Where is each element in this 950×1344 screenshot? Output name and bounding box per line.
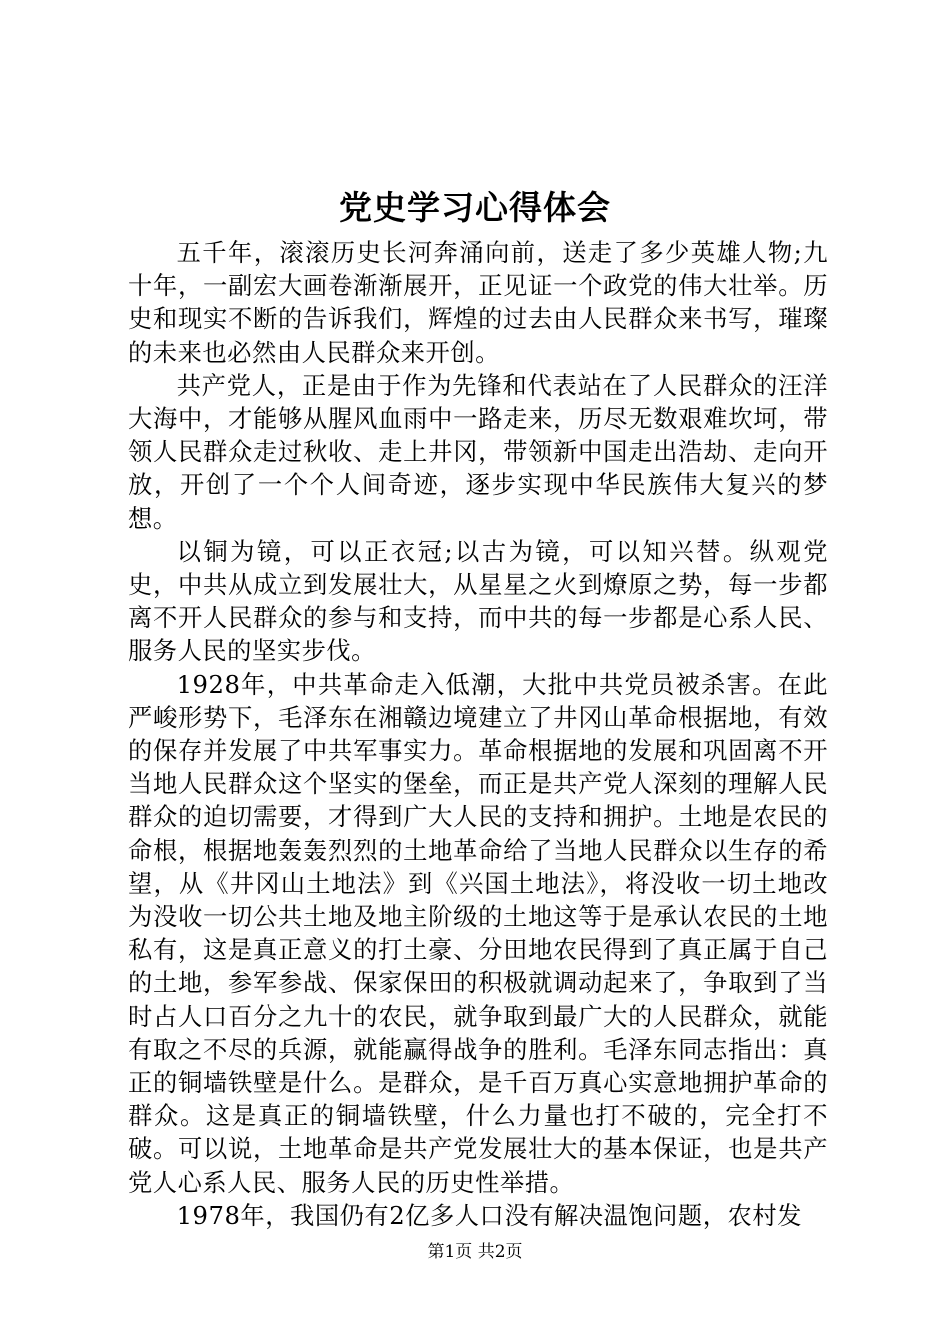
paragraph: 以铜为镜，可以正衣冠;以古为镜，可以知兴替。纵观党史，中共从成立到发展壮大，从星星之火到燎原之势，每一步都离不开人民群众的参与和支持，而中共的每一步都是心系人民、服务人民的坚实步伐。 bbox=[128, 536, 828, 666]
paragraph: 五千年，滚滚历史长河奔涌向前，送走了多少英雄人物;九十年，一副宏大画卷渐渐展开，正见证一个政党的伟大壮举。历史和现实不断的告诉我们，辉煌的过去由人民群众来书写，璀璨的未来也必然由人民群众来开创。 bbox=[128, 238, 828, 367]
paragraph: 共产党人，正是由于作为先锋和代表站在了人民群众的汪洋大海中，才能够从腥风血雨中一路走来，历尽无数艰难坎坷，带领人民群众走过秋收、走上井冈，带领新中国走出浩劫、走向开放，开创了一个个人间奇迹，逐步实现中华民族伟大复兴的梦想。 bbox=[128, 370, 828, 533]
paragraph: 1978年，我国仍有2亿多人口没有解决温饱问题，农村发 bbox=[176, 1200, 802, 1230]
paragraph: 1928年，中共革命走入低潮，大批中共党员被杀害。在此严峻形势下，毛泽东在湘赣边境建立了井冈山革命根据地，有效的保存并发展了中共军事实力。革命根据地的发展和巩固离不开当地人民群众这个坚实的堡垒，而正是共产党人深刻的理解人民群众的迫切需要，才得到广大人民的支持和拥护。土地是农民的命根，根据地轰轰烈烈的土地革命给了当地人民群众以生存的希望，从《井冈山土地法》到《兴国土地法》，将没收一切土地改为没收一切公共土地及地主阶级的土地这等于是承认农民的土地私有，这是真正意义的打土豪、分田地农民得到了真正属于自己的土地，参军参战、保家保田的积极就调动起来了，争取到了当时占人口百分之九十的农民，就争取到最广大的人民群众，就能有取之不尽的兵源，就能赢得战争的胜利。毛泽东同志指出：真正的铜墙铁壁是什么。是群众，是千百万真心实意地拥护革命的群众。这是真正的铜墙铁壁，什么力量也打不破的，完全打不破。可以说，土地革命是共产党发展壮大的基本保证，也是共产党人心系人民、服务人民的历史性举措。 bbox=[128, 669, 828, 1197]
document-body bbox=[128, 236, 828, 1232]
page-footer: 第1页 共2页 bbox=[427, 1242, 523, 1262]
document-title: 党史学习心得体会 bbox=[339, 188, 611, 227]
